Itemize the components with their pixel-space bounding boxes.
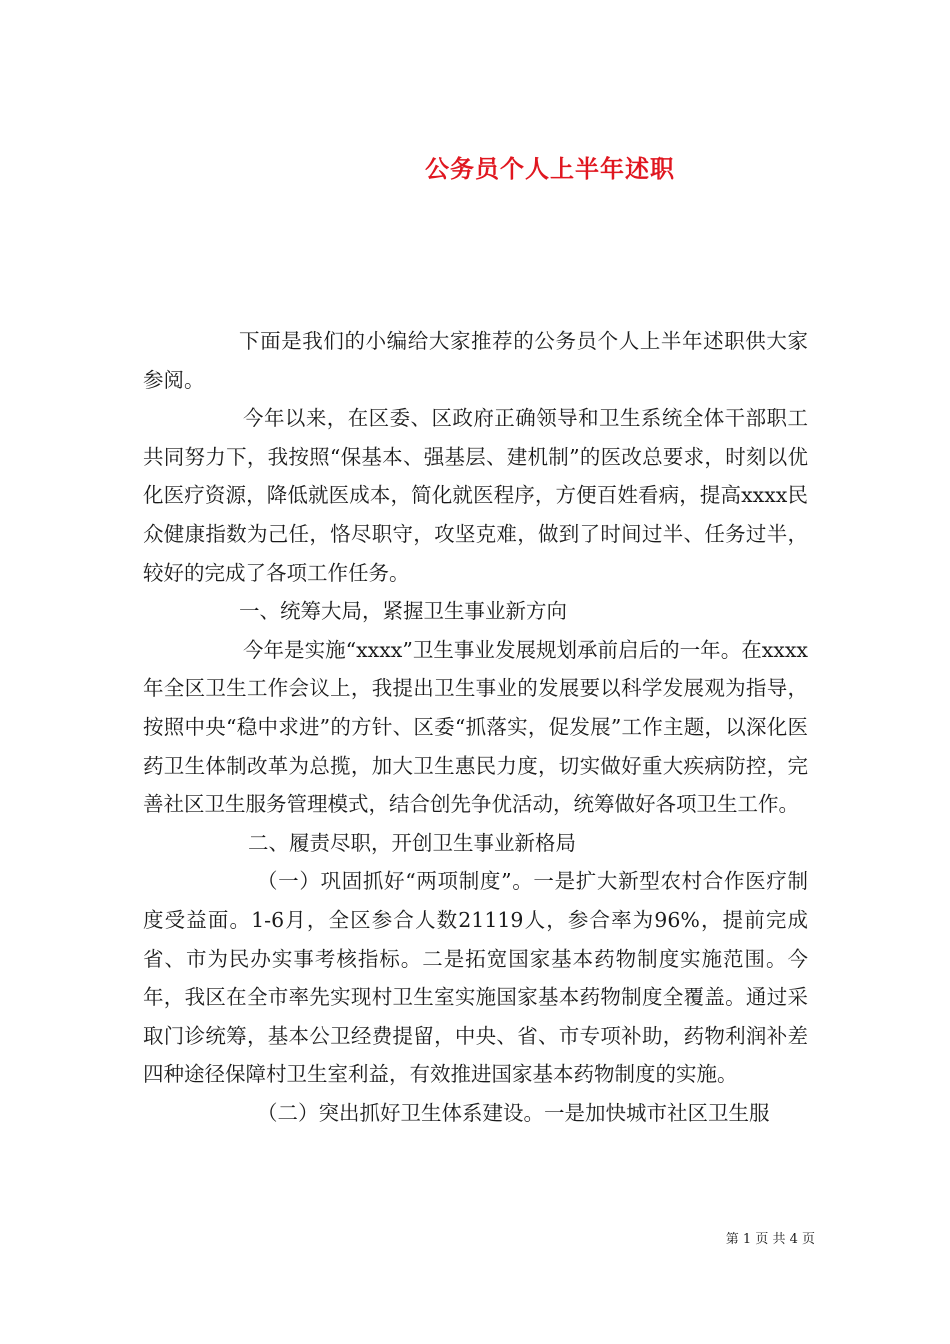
section-heading-2: 二、履责尽职，开创卫生事业新格局 bbox=[248, 830, 576, 855]
overview-paragraph: 今年以来，在区委、区政府正确领导和卫生系统全体干部职工共同努力下，我按照“保基本、强基层、建机制”的医改总要求，时刻以优化医疗资源，降低就医成本，简化就医程序，方便百姓看病，提高xxxx民众健康指数为己任，恪尽职守，攻坚克难，做到了时间过半、任务过半，较好的完成了各项工作任务。 bbox=[143, 406, 808, 585]
page-indicator: 第 1 页 共 4 页 bbox=[725, 1232, 815, 1247]
document-title: 公务员个人上半年述职 bbox=[425, 154, 675, 184]
section-heading-1: 一、统筹大局，紧握卫生事业新方向 bbox=[239, 599, 567, 624]
intro-paragraph: 下面是我们的小编给大家推荐的公务员个人上半年述职供大家参阅。 bbox=[143, 329, 808, 392]
document-body bbox=[143, 322, 808, 1132]
section-1-paragraph: 今年是实施“xxxx”卫生事业发展规划承前启后的一年。在xxxx年全区卫生工作会议上，我提出卫生事业的发展要以科学发展观为指导，按照中央“稳中求进”的方针、区委“抓落实，促发展”工作主题，以深化医药卫生体制改革为总揽，加大卫生惠民力度，切实做好重大疾病防控，完善社区卫生服务管理模式，结合创先争优活动，统筹做好各项卫生工作。 bbox=[143, 637, 808, 817]
subsection-1-paragraph: （一）巩固抓好“两项制度”。一是扩大新型农村合作医疗制度受益面。1-6月，全区参合人数21119人，参合率为96%，提前完成省、市为民办实事考核指标。二是拓宽国家基本药物制度实施范围。今年，我区在全市率先实现村卫生室实施国家基本药物制度全覆盖。通过采取门诊统筹，基本公卫经费提留，中央、省、市专项补助，药物利润补差四种途径保障村卫生室利益，有效推进国家基本药物制度的实施。 bbox=[143, 869, 808, 1087]
subsection-2-paragraph: （二）突出抓好卫生体系建设。一是加快城市社区卫生服 bbox=[257, 1100, 770, 1125]
